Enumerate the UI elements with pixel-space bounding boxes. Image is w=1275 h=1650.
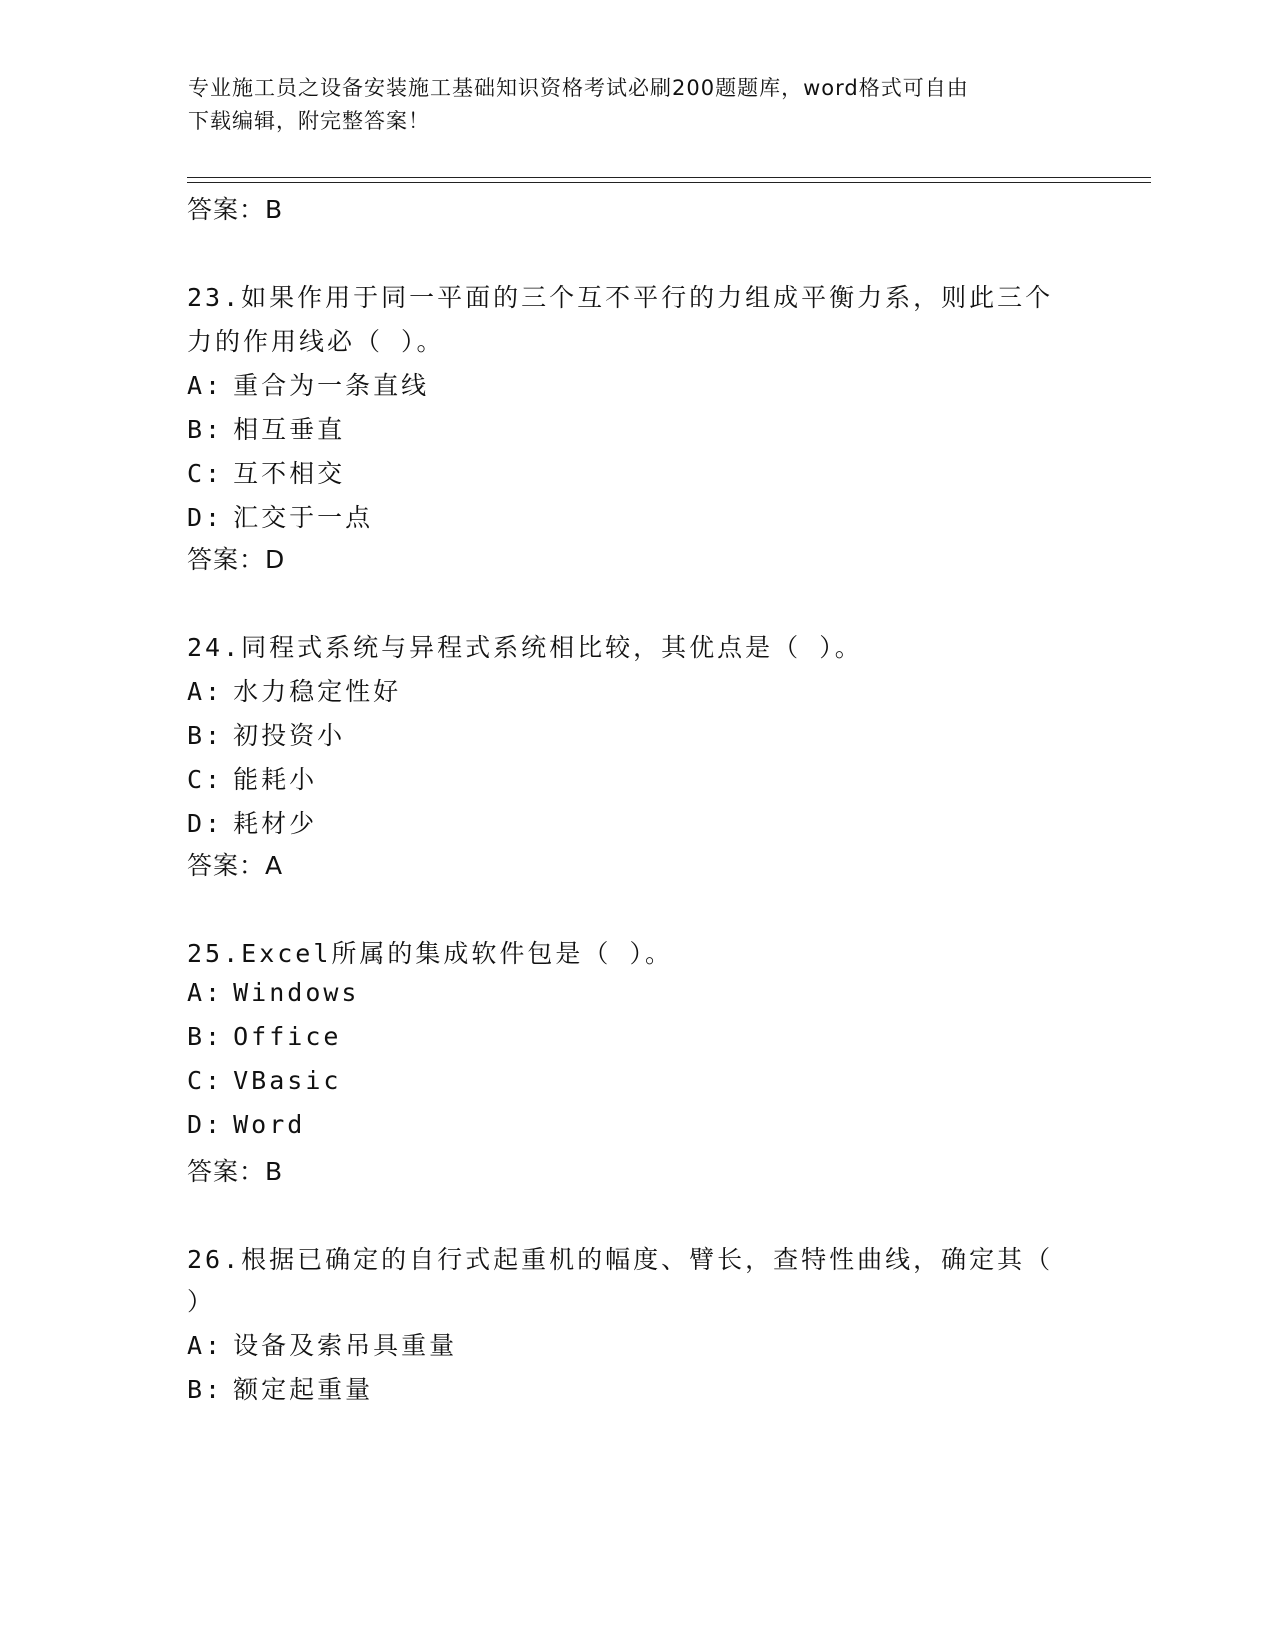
question-23-option-b [187, 410, 345, 446]
option-text: Windows [233, 978, 360, 1007]
question-25-option-a [187, 978, 359, 1007]
question-23-stem-line-1: 23.如果作用于同一平面的三个互不平行的力组成平衡力系，则此三个 [187, 283, 1054, 312]
header-divider-top [187, 177, 1151, 178]
question-25-option-b [187, 1022, 341, 1051]
question-26-option-a [187, 1326, 457, 1362]
option-text: 互不相交 [233, 459, 346, 488]
question-24-option-b [187, 716, 345, 752]
question-26-stem-line-2: ） [187, 1287, 216, 1316]
question-23-option-a [187, 366, 429, 402]
option-text: 水力稳定性好 [233, 677, 402, 706]
option-letter: D: [187, 809, 224, 838]
option-text: 设备及索吊具重量 [233, 1331, 458, 1360]
question-25-answer: 答案：B [187, 1157, 284, 1186]
option-text: 耗材少 [233, 809, 318, 838]
header-title-line-2: 下载编辑，附完整答案！ [188, 109, 430, 133]
option-text: Word [233, 1110, 306, 1139]
question-24-answer: 答案：A [187, 851, 284, 880]
option-letter: C: [187, 1066, 224, 1095]
option-letter: B: [187, 1375, 224, 1404]
question-23-answer: 答案：D [187, 545, 286, 574]
option-letter: B: [187, 415, 224, 444]
question-23-option-c [187, 454, 345, 490]
question-23-stem-line-2: 力的作用线必（ ）。 [187, 327, 445, 356]
option-letter: C: [187, 459, 224, 488]
option-text: 相互垂直 [233, 415, 346, 444]
header-title-line-1: 专业施工员之设备安装施工基础知识资格考试必刷200题题库，word格式可自由 [188, 76, 969, 100]
option-letter: C: [187, 765, 224, 794]
question-24-option-d [187, 804, 317, 840]
option-text: 初投资小 [233, 721, 346, 750]
option-letter: B: [187, 1022, 224, 1051]
option-text: Office [233, 1022, 342, 1051]
previous-answer: 答案：B [187, 195, 284, 224]
question-24-option-c [187, 760, 317, 796]
option-letter: D: [187, 503, 224, 532]
question-26-stem-line-1: 26.根据已确定的自行式起重机的幅度、臂长，查特性曲线，确定其（ [187, 1245, 1054, 1274]
option-letter: A: [187, 677, 224, 706]
option-text: 重合为一条直线 [233, 371, 430, 400]
option-text: VBasic [233, 1066, 342, 1095]
option-letter: B: [187, 721, 224, 750]
question-25-stem-line-1: 25.Excel所属的集成软件包是（ ）。 [187, 939, 673, 968]
option-letter: A: [187, 1331, 224, 1360]
header-divider-bottom [187, 182, 1151, 183]
option-letter: D: [187, 1110, 224, 1139]
question-25-option-c [187, 1066, 341, 1095]
question-26-option-b [187, 1370, 373, 1406]
option-text: 汇交于一点 [233, 503, 374, 532]
document-header [188, 72, 1088, 138]
option-letter: A: [187, 371, 224, 400]
question-24-option-a [187, 672, 401, 708]
option-letter: A: [187, 978, 224, 1007]
option-text: 额定起重量 [233, 1375, 374, 1404]
question-25-option-d [187, 1110, 305, 1139]
question-23-option-d [187, 498, 373, 534]
question-24-stem-line-1: 24.同程式系统与异程式系统相比较，其优点是（ ）。 [187, 633, 863, 662]
option-text: 能耗小 [233, 765, 318, 794]
